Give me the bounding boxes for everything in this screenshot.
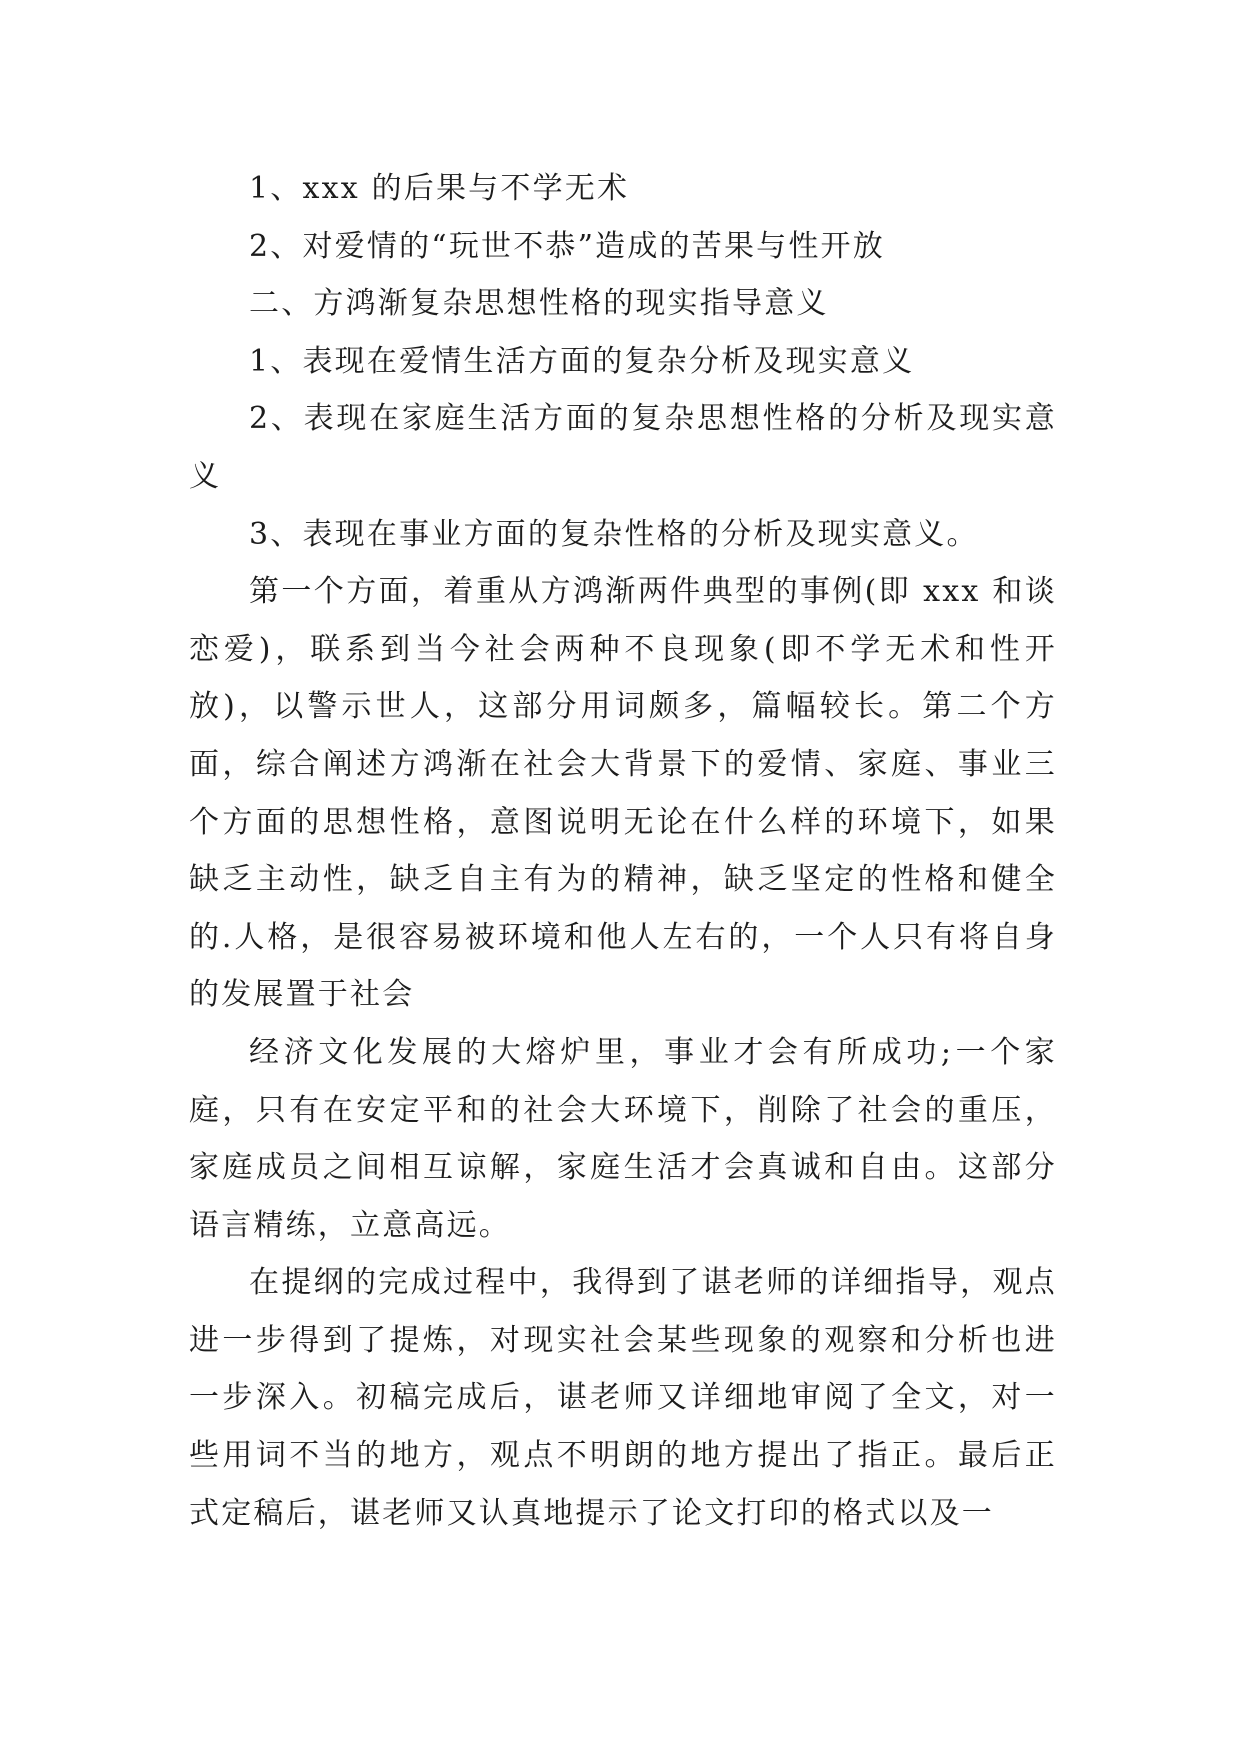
paragraph-body-3: 在提纲的完成过程中，我得到了谌老师的详细指导，观点进一步得到了提炼，对现实社会某些现象的观察和分析也进一步深入。初稿完成后，谌老师又详细地审阅了全文，对一些用词不当的地方，观点不明朗的地方提出了指正。最后正式定稿后，谌老师又认真地提示了论文打印的格式以及一	[189, 1265, 1057, 1531]
paragraph-body-1: 第一个方面，着重从方鸿渐两件典型的事例(即 xxx 和谈恋爱)，联系到当今社会两种不良现象(即不学无术和性开放)，以警示世人，这部分用词颇多，篇幅较长。第二个方面，综合阐述方鸿渐在社会大背景下的爱情、家庭、事业三个方面的思想性格，意图说明无论在什么样的环境下，如果缺乏主动性，缺乏自主有为的精神，缺乏坚定的性格和健全的.人格，是很容易被环境和他人左右的，一个人只有将自身的发展置于社会	[189, 574, 1057, 1013]
paragraph-outline-item-1: 1、xxx 的后果与不学无术	[249, 171, 630, 206]
document-body	[189, 160, 1057, 1542]
paragraph-body-2: 经济文化发展的大熔炉里，事业才会有所成功;一个家庭，只有在安定平和的社会大环境下，削除了社会的重压，家庭成员之间相互谅解，家庭生活才会真诚和自由。这部分语言精练，立意高远。	[189, 1034, 1057, 1243]
paragraph-outline-item-2: 2、对爱情的“玩世不恭”造成的苦果与性开放	[249, 228, 885, 264]
paragraph-outline-item-3: 1、表现在爱情生活方面的复杂分析及现实意义	[249, 343, 915, 379]
paragraph-outline-item-4: 2、表现在家庭生活方面的复杂思想性格的分析及现实意义	[189, 401, 1057, 494]
paragraph-outline-item-5: 3、表现在事业方面的复杂性格的分析及现实意义。	[249, 516, 979, 552]
paragraph-section-heading-2: 二、方鸿渐复杂思想性格的现实指导意义	[249, 286, 829, 322]
